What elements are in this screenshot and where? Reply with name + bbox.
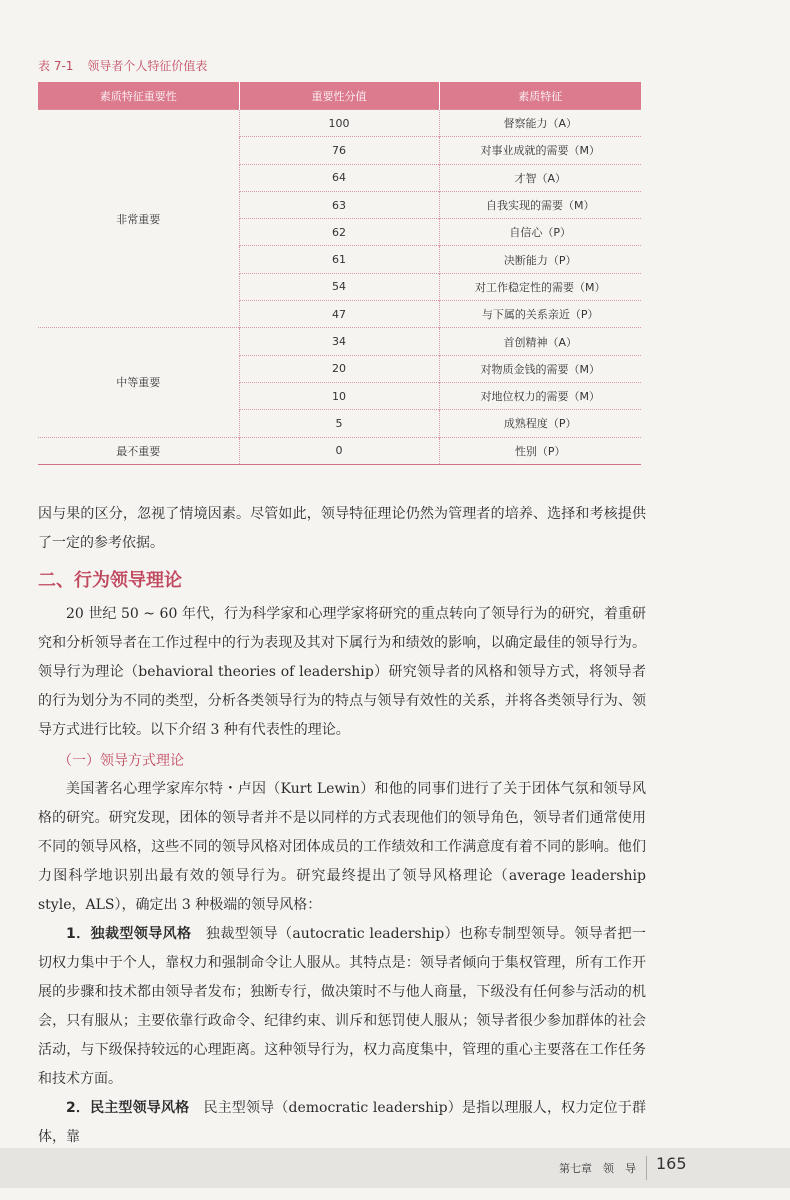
- header-trait: 素质特征: [439, 82, 641, 110]
- score-cell: 63: [239, 191, 439, 218]
- trait-cell: 才智（A）: [439, 164, 641, 191]
- page-footer: [0, 1148, 790, 1188]
- footer-divider: [646, 1156, 647, 1180]
- behavior-paragraph: 20 世纪 50 ~ 60 年代，行为科学家和心理学家将研究的重点转向了领导行为的研究，着重研究和分析领导者在工作过程中的行为表现及其对下属行为和绩效的影响，以确定最佳的领导行为。领导行为理论（behavioral theories of leadership）研究领导者的风格和领导方式，将领导者的行为划分为不同的类型，分析各类领导行为的特点与领导有效性的关系，并将各类领导行为、领导方式进行比较。以下介绍 3 种有代表性的理论。: [38, 606, 646, 738]
- table-header-row: [38, 82, 641, 110]
- table-row: [38, 328, 641, 355]
- democratic-paragraph: [38, 1094, 646, 1152]
- score-cell: 54: [239, 273, 439, 300]
- lewin-paragraph: 美国著名心理学家库尔特・卢因（Kurt Lewin）和他的同事们进行了关于团体气氛和领导风格的研究。研究发现，团体的领导者并不是以同样的方式表现他们的领导角色，领导者们通常使用不同的领导风格，这些不同的领导风格对团体成员的工作绩效和工作满意度有着不同的影响。他们力图科学地识别出最有效的领导行为。研究最终提出了领导风格理论（average leadership style，ALS），确定出 3 种极端的领导风格：: [38, 781, 646, 913]
- score-cell: 0: [239, 437, 439, 464]
- header-score: 重要性分值: [239, 82, 439, 110]
- score-cell: 10: [239, 382, 439, 409]
- table-row: [38, 110, 641, 137]
- level-cell: 中等重要: [38, 328, 239, 437]
- trait-cell: 对地位权力的需要（M）: [439, 382, 641, 409]
- header-importance: 素质特征重要性: [38, 82, 239, 110]
- trait-cell: 对工作稳定性的需要（M）: [439, 273, 641, 300]
- trait-cell: 自我实现的需要（M）: [439, 191, 641, 218]
- score-cell: 34: [239, 328, 439, 355]
- table-row: [38, 437, 641, 464]
- table-number: 表 7-1: [38, 59, 74, 73]
- level-cell: 非常重要: [38, 110, 239, 328]
- autocratic-text: 独裁型领导（autocratic leadership）也称专制型领导。领导者把一切权力集中于个人，靠权力和强制命令让人服从。其特点是：领导者倾向于集权管理，所有工作开展的步骤和技术都由领导者发布；独断专行，做决策时不与他人商量，下级没有任何参与活动的机会，只有服从；主要依靠行政命令、纪律约束、训斥和惩罚使人服从；领导者很少参加群体的社会活动，与下级保持较远的心理距离。这种领导行为，权力高度集中，管理的重心主要落在工作任务和技术方面。: [38, 926, 646, 1087]
- score-cell: 5: [239, 410, 439, 437]
- democratic-title: 2．民主型领导风格: [66, 1100, 190, 1116]
- trait-cell: 与下属的关系亲近（P）: [439, 301, 641, 328]
- democratic-text: 民主型领导（democratic leadership）是指以理服人，权力定位于群体，靠: [38, 1100, 646, 1145]
- chapter-label: 第七章 领 导: [559, 1162, 636, 1175]
- trait-cell: 自信心（P）: [439, 219, 641, 246]
- subsection-heading: （一）领导方式理论: [58, 753, 184, 769]
- section-heading: 二、行为领导理论: [38, 570, 182, 591]
- trait-cell: 对物质金钱的需要（M）: [439, 355, 641, 382]
- trait-cell: 首创精神（A）: [439, 328, 641, 355]
- trait-cell: 督察能力（A）: [439, 110, 641, 137]
- score-cell: 47: [239, 301, 439, 328]
- trait-value-table: [38, 82, 641, 465]
- score-cell: 100: [239, 110, 439, 137]
- intro-paragraph: 因与果的区分，忽视了情境因素。尽管如此，领导特征理论仍然为管理者的培养、选择和考核提供了一定的参考依据。: [38, 506, 646, 551]
- autocratic-title: 1．独裁型领导风格: [66, 926, 192, 942]
- autocratic-paragraph: [38, 920, 646, 1094]
- score-cell: 62: [239, 219, 439, 246]
- table-title: 领导者个人特征价值表: [87, 59, 208, 73]
- score-cell: 64: [239, 164, 439, 191]
- trait-cell: 性别（P）: [439, 437, 641, 464]
- level-cell: 最不重要: [38, 437, 239, 464]
- trait-cell: 决断能力（P）: [439, 246, 641, 273]
- score-cell: 76: [239, 137, 439, 164]
- body-text: [38, 500, 646, 1152]
- table-caption: [38, 57, 207, 74]
- page-number: 165: [656, 1154, 687, 1173]
- score-cell: 20: [239, 355, 439, 382]
- trait-cell: 成熟程度（P）: [439, 410, 641, 437]
- trait-cell: 对事业成就的需要（M）: [439, 137, 641, 164]
- score-cell: 61: [239, 246, 439, 273]
